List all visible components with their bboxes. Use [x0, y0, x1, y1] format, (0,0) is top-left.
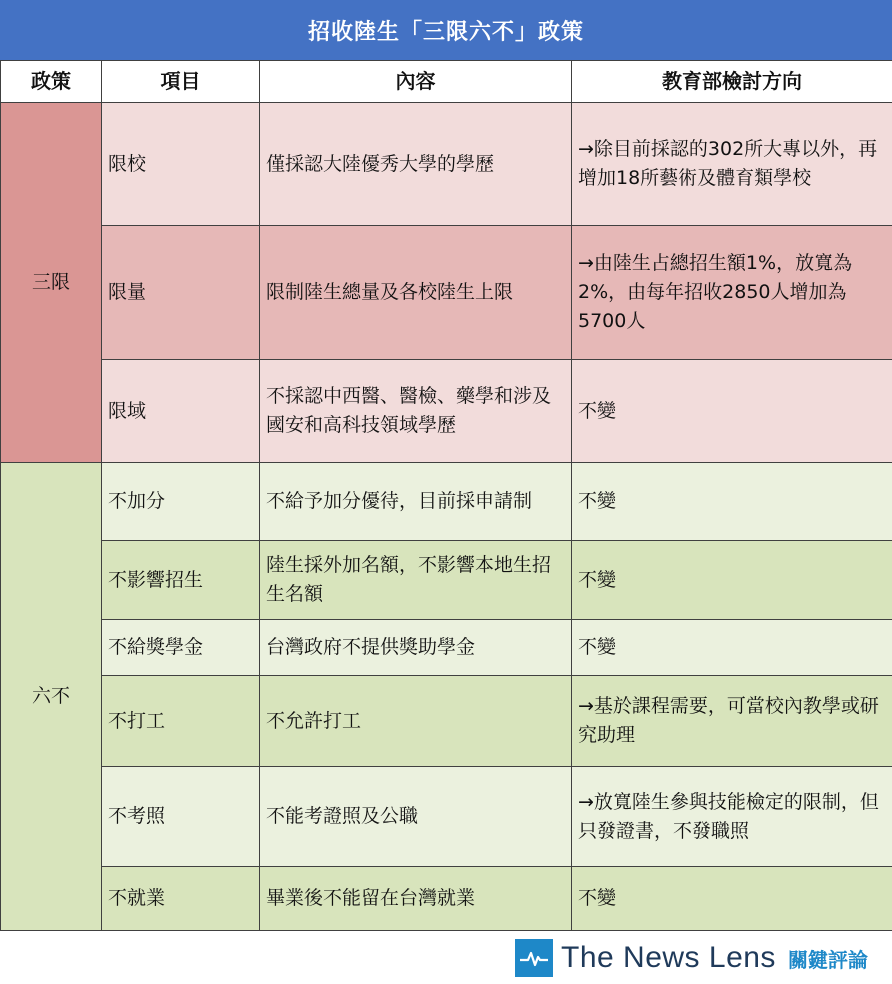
row-item: 限域 — [102, 360, 260, 463]
table-row — [1, 867, 892, 931]
row-content: 不允許打工 — [260, 676, 572, 767]
row-direction: 不變 — [572, 541, 892, 620]
table-row — [1, 767, 892, 867]
logo-text-cn: 關鍵評論 — [787, 947, 868, 972]
row-content: 不能考證照及公職 — [260, 767, 572, 867]
table-row — [1, 676, 892, 767]
row-item: 不給獎學金 — [102, 620, 260, 676]
header-content: 內容 — [260, 61, 572, 103]
table-row — [1, 620, 892, 676]
pulse-line-icon — [515, 939, 553, 977]
header-row — [1, 61, 892, 103]
row-item: 不就業 — [102, 867, 260, 931]
row-item: 限量 — [102, 226, 260, 360]
row-direction: →除目前採認的302所大專以外，再增加18所藝術及體育類學校 — [572, 103, 892, 226]
table-row — [1, 360, 892, 463]
table-row — [1, 463, 892, 541]
row-content: 台灣政府不提供獎助學金 — [260, 620, 572, 676]
table-row — [1, 103, 892, 226]
row-content: 陸生採外加名額，不影響本地生招生名額 — [260, 541, 572, 620]
table-row — [1, 541, 892, 620]
row-direction: 不變 — [572, 360, 892, 463]
table-row — [1, 226, 892, 360]
row-item: 不影響招生 — [102, 541, 260, 620]
the-news-lens-logo — [515, 938, 868, 978]
row-direction: 不變 — [572, 867, 892, 931]
policy-table — [0, 60, 892, 931]
row-content: 限制陸生總量及各校陸生上限 — [260, 226, 572, 360]
header-policy: 政策 — [1, 61, 102, 103]
row-direction: 不變 — [572, 463, 892, 541]
header-item: 項目 — [102, 61, 260, 103]
row-direction: →放寬陸生參與技能檢定的限制，但只發證書，不發職照 — [572, 767, 892, 867]
row-item: 不打工 — [102, 676, 260, 767]
row-direction: 不變 — [572, 620, 892, 676]
row-content: 不採認中西醫、醫檢、藥學和涉及國安和高科技領域學歷 — [260, 360, 572, 463]
row-content: 畢業後不能留在台灣就業 — [260, 867, 572, 931]
logo-text: The News Lens — [561, 941, 776, 974]
group-liubu: 六不 — [1, 463, 102, 931]
header-direction: 教育部檢討方向 — [572, 61, 892, 103]
row-content: 僅採認大陸優秀大學的學歷 — [260, 103, 572, 226]
group-sanxian: 三限 — [1, 103, 102, 463]
row-content: 不給予加分優待，目前採申請制 — [260, 463, 572, 541]
row-item: 不考照 — [102, 767, 260, 867]
table-title: 招收陸生「三限六不」政策 — [0, 0, 892, 60]
row-direction: →基於課程需要，可當校內教學或研究助理 — [572, 676, 892, 767]
row-item: 不加分 — [102, 463, 260, 541]
row-direction: →由陸生占總招生額1%，放寬為2%，由每年招收2850人增加為5700人 — [572, 226, 892, 360]
row-item: 限校 — [102, 103, 260, 226]
